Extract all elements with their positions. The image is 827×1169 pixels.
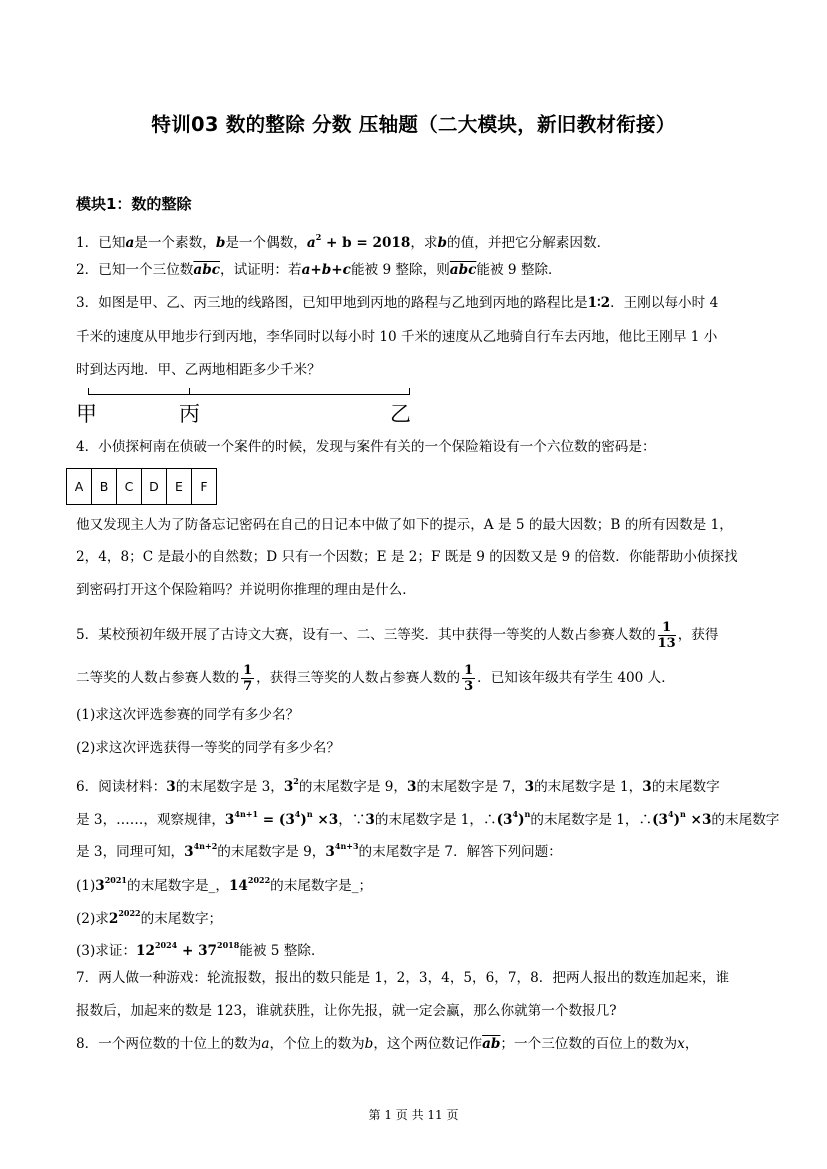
fraction-1-3: $\frac{1}{3}$ <box>464 663 474 694</box>
page-title: 特训03 数的整除 分数 压轴题（二大模块，新旧教材衔接） <box>151 113 676 136</box>
fraction-1-13: $\frac{1}{13}$ <box>657 620 676 651</box>
password-cell-c: C <box>117 469 142 505</box>
question-6-sub-2: (2)求$2^{2022}$的末尾数字； <box>76 908 223 927</box>
question-4-line-1: 4．小侦探柯南在侦破一个案件的时候，发现与案件有关的一个保险箱设有一个六位数的密码是： <box>76 439 656 455</box>
label-bing: 丙 <box>179 402 200 426</box>
question-4-line-4: 到密码打开这个保险箱吗？并说明你推理的理由是什么． <box>76 582 416 598</box>
question-6-line-2: 是 3，……，观察规律，$3^{4n+1} = (3^4)^n \times 3$，∵3的末尾数字是 1，$\therefore(3^4)^n$的末尾数字是 1，$\therefore(3^4)^n \times 3$的末尾数字 <box>76 809 780 828</box>
password-cell-b: B <box>92 469 117 505</box>
question-7-line-1: 7．两人做一种游戏：轮流报数，报出的数只能是 1，2，3，4，5，6，7，8．把两人报出的数连加起来，谁 <box>76 970 730 986</box>
password-table <box>66 468 217 505</box>
route-tick-yi <box>409 388 410 395</box>
question-8-line-1: 8．一个两位数的十位上的数为a，个位上的数为b，这个两位数记作$\overline{ab}$；一个三位数的百位上的数为x， <box>76 1036 699 1052</box>
password-cell-e: E <box>167 469 192 505</box>
question-4-line-2: 他又发现主人为了防备忘记密码在自己的日记本中做了如下的提示，A 是 5 的最大因数；B 的所有因数是 1， <box>76 517 733 533</box>
password-cell-d: D <box>142 469 167 505</box>
question-3-line-2: 千米的速度从甲地步行到丙地，李华同时以每小时 10 千米的速度从乙地骑自行车去丙地，他比王刚早 1 小 <box>76 329 718 345</box>
question-3-line-1: 3．如图是甲、乙、丙三地的线路图，已知甲地到丙地的路程与乙地到丙地的路程比是1∶2．王刚以每小时 4 <box>76 295 719 311</box>
question-7-line-2: 报数后，加起来的数是 123，谁就获胜，让你先报，就一定会赢，那么你就第一个数报几? <box>76 1003 617 1019</box>
label-jia: 甲 <box>76 402 97 426</box>
route-line <box>88 394 409 395</box>
route-diagram <box>76 388 416 428</box>
question-2: 2．已知一个三位数$\overline{abc}$，试证明：若a+b+c能被 9 整除，则$\overline{abc}$能被 9 整除． <box>76 262 562 278</box>
question-6-sub-3: (3)求证：$12^{2024} + 37^{2018}$能被 5 整除． <box>76 940 325 959</box>
route-tick-jia <box>88 388 89 395</box>
password-cell-f: F <box>192 469 217 505</box>
question-5-line-2: 二等奖的人数占参赛人数的 $\frac{1}{7}$ ，获得三等奖的人数占参赛人数的 $\frac{1}{3}$ ．已知该年级共有学生 400 人． <box>76 663 675 694</box>
question-3-line-3: 时到达丙地．甲、乙两地相距多少千米？ <box>76 362 321 378</box>
question-5-line-1: 5．某校预初年级开展了古诗文大赛，设有一、二、三等奖．其中获得一等奖的人数占参赛人数的 $\frac{1}{13}$ ，获得 <box>76 620 719 651</box>
page-footer: 第 1 页 共 11 页 <box>368 1108 459 1122</box>
password-cell-a: A <box>67 469 92 505</box>
question-5-sub-1: (1)求这次评选参赛的同学有多少名？ <box>76 707 300 723</box>
question-5-sub-2: (2)求这次评选获得一等奖的同学有多少名？ <box>76 740 340 756</box>
question-4-line-3: 2，4，8；C 是最小的自然数；D 只有一个因数；E 是 2；F 既是 9 的因数又是 9 的倍数．你能帮助小侦探找 <box>76 549 738 565</box>
label-yi: 乙 <box>390 402 411 426</box>
route-tick-bing <box>189 388 190 395</box>
question-6-line-1: 6．阅读材料：3的末尾数字是 3，$3^2$的末尾数字是 9，3的末尾数字是 7，3的末尾数字是 1，3的末尾数字 <box>76 776 720 795</box>
module-heading: 模块1：数的整除 <box>76 195 192 213</box>
question-1: 1．已知a是一个素数，b是一个偶数，$a^2 + b = 2018$，求b的值，并把它分解素因数． <box>76 232 611 251</box>
fraction-1-7: $\frac{1}{7}$ <box>243 663 253 694</box>
question-6-sub-1: $(1)3^{2021}$的末尾数字是_，$14^{2022}$的末尾数字是_； <box>76 875 373 894</box>
question-6-line-3: 是 3，同理可知，$3^{4n+2}$的末尾数字是 9，$3^{4n+3}$的末尾数字是 7．解答下列问题： <box>76 841 562 860</box>
